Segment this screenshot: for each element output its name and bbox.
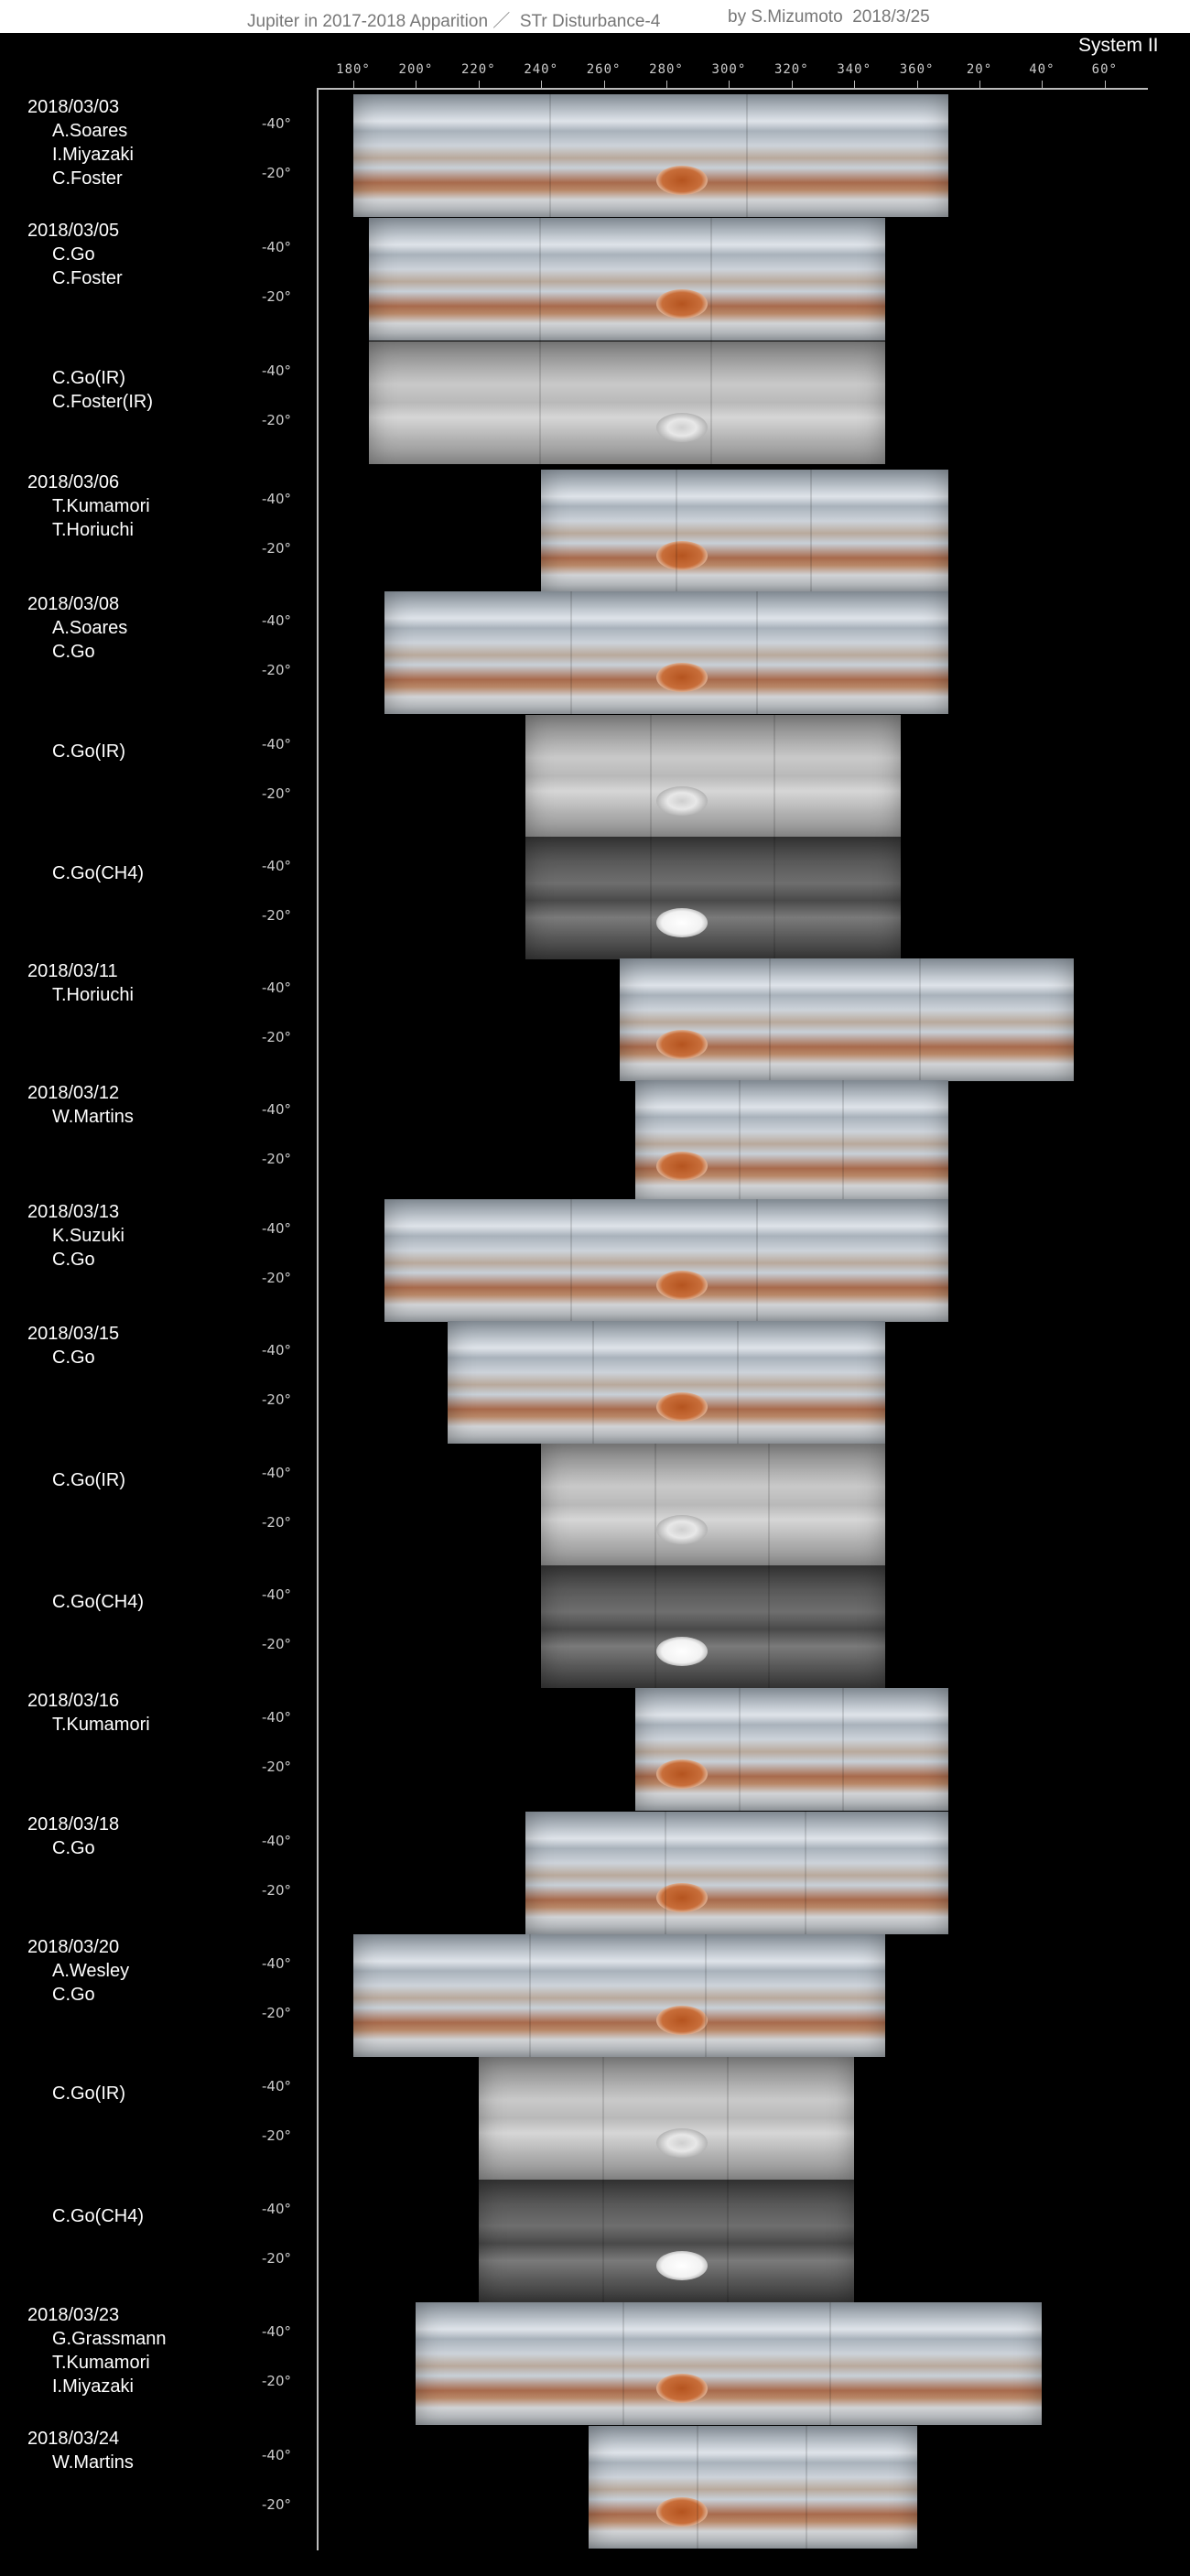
jupiter-color-image [384, 1199, 948, 1322]
great-red-spot [656, 413, 708, 442]
great-red-spot [656, 908, 708, 937]
mosaic-seam [570, 591, 572, 714]
longitude-tick [917, 81, 918, 88]
latitude-label: -40° [262, 491, 291, 507]
mosaic-seam [829, 2302, 831, 2425]
observer-name: C.Go [52, 1250, 95, 1270]
longitude-tick-label: 200° [398, 62, 434, 77]
latitude-label: -40° [262, 115, 291, 132]
observer-name: A.Wesley [52, 1961, 130, 1981]
observation-entry [0, 837, 1190, 959]
latitude-label: -40° [262, 1709, 291, 1726]
author-credit: by S.Mizumoto 2018/3/25 [728, 7, 930, 27]
mosaic-seam [710, 341, 712, 464]
observer-name: C.Go(IR) [52, 368, 125, 388]
longitude-axis-line [317, 88, 1148, 90]
observer-name: C.Go [52, 642, 95, 662]
great-red-spot [656, 1759, 708, 1789]
latitude-label: -20° [262, 1029, 291, 1045]
longitude-tick [792, 81, 793, 88]
mosaic-seam [549, 94, 551, 217]
mosaic-seam [592, 1321, 594, 1444]
longitude-tick-label: 20° [966, 62, 993, 77]
observation-entry [0, 1080, 1190, 1203]
observation-entry [0, 1688, 1190, 1811]
latitude-label: -20° [262, 1270, 291, 1286]
page-title: Jupiter in 2017-2018 Apparition ／ STr Disturbance-4 [247, 12, 661, 31]
observation-entry [0, 2180, 1190, 2302]
observation-entry [0, 715, 1190, 838]
longitude-tick [541, 81, 542, 88]
great-red-spot [656, 289, 708, 319]
observation-date: 2018/03/23 [27, 2305, 120, 2325]
observer-name: T.Horiuchi [52, 985, 134, 1005]
observation-entry [0, 1812, 1190, 1934]
observer-name: I.Miyazaki [52, 145, 134, 165]
observation-date: 2018/03/15 [27, 1324, 120, 1344]
mosaic-seam [727, 2180, 729, 2302]
longitude-tick-label: 220° [460, 62, 496, 77]
observer-name: C.Go(IR) [52, 1470, 125, 1490]
mosaic-seam [774, 715, 775, 838]
latitude-label: -40° [262, 363, 291, 379]
observer-name: C.Go(CH4) [52, 1592, 145, 1612]
mosaic-seam [768, 1444, 770, 1566]
mosaic-seam [805, 1812, 806, 1934]
longitude-tick-label: 180° [336, 62, 371, 77]
latitude-label: -40° [262, 1101, 291, 1118]
latitude-label: -20° [262, 907, 291, 924]
mosaic-seam [774, 837, 775, 959]
latitude-label: -20° [262, 1636, 291, 1652]
great-red-spot [656, 1152, 708, 1181]
observer-name: G.Grassmann [52, 2329, 167, 2349]
mosaic-seam [654, 1565, 656, 1688]
longitude-tick-label: 340° [837, 62, 872, 77]
observer-name: C.Go(CH4) [52, 863, 145, 883]
latitude-label: -20° [262, 1391, 291, 1408]
great-red-spot [656, 166, 708, 195]
mosaic-seam [756, 1199, 758, 1322]
observer-name: C.Go(IR) [52, 741, 125, 762]
observer-name: T.Kumamori [52, 496, 150, 516]
mosaic-seam [919, 958, 921, 1081]
mosaic-seam [602, 2057, 604, 2180]
mosaic-seam [810, 470, 812, 592]
latitude-label: -40° [262, 1955, 291, 1972]
observation-date: 2018/03/24 [27, 2429, 120, 2449]
longitude-tick-label: 280° [649, 62, 684, 77]
observer-name: W.Martins [52, 2452, 134, 2473]
longitude-tick [979, 81, 980, 88]
latitude-label: -20° [262, 2373, 291, 2389]
longitude-tick [854, 81, 855, 88]
mosaic-seam [622, 2302, 624, 2425]
observer-name: C.Go [52, 1985, 95, 2005]
jupiter-color-image [635, 1080, 948, 1203]
latitude-label: -40° [262, 980, 291, 996]
longitude-tick-label: 240° [524, 62, 559, 77]
latitude-label: -40° [262, 1586, 291, 1603]
observation-entry [0, 94, 1190, 217]
great-red-spot [656, 2128, 708, 2158]
jupiter-color-image [384, 591, 948, 714]
observer-name: A.Soares [52, 618, 128, 638]
latitude-label: -40° [262, 2078, 291, 2094]
jupiter-ch4-image [525, 837, 901, 959]
observer-name: C.Foster [52, 268, 123, 288]
great-red-spot [656, 1271, 708, 1300]
mosaic-seam [842, 1688, 844, 1811]
longitude-tick-label: 360° [899, 62, 935, 77]
observation-date: 2018/03/11 [27, 961, 118, 981]
mosaic-seam [697, 2426, 698, 2549]
observer-name: C.Go [52, 1348, 95, 1368]
mosaic-seam [739, 1688, 741, 1811]
observer-name: K.Suzuki [52, 1226, 124, 1246]
jupiter-ir-image [541, 1444, 885, 1566]
jupiter-color-image [353, 94, 948, 217]
great-red-spot [656, 541, 708, 570]
mosaic-seam [710, 218, 712, 341]
longitude-tick-label: 60° [1091, 62, 1118, 77]
great-red-spot [656, 1637, 708, 1666]
mosaic-seam [756, 591, 758, 714]
mosaic-seam [676, 470, 677, 592]
latitude-label: -20° [262, 165, 291, 181]
observer-name: C.Foster [52, 168, 123, 189]
great-red-spot [656, 1030, 708, 1059]
mosaic-seam [654, 1444, 656, 1566]
latitude-label: -20° [262, 1759, 291, 1775]
observation-entry [0, 341, 1190, 464]
observer-name: W.Martins [52, 1107, 134, 1127]
latitude-label: -20° [262, 2496, 291, 2513]
longitude-tick-label: 40° [1029, 62, 1055, 77]
latitude-label: -20° [262, 540, 291, 557]
jupiter-ir-image [369, 341, 885, 464]
observer-name: C.Go(CH4) [52, 2206, 145, 2226]
mosaic-seam [768, 1565, 770, 1688]
jupiter-color-image [541, 470, 948, 592]
latitude-label: -20° [262, 1882, 291, 1899]
observation-entry [0, 470, 1190, 592]
jupiter-ir-image [525, 715, 901, 838]
latitude-label: -20° [262, 2127, 291, 2144]
mosaic-seam [539, 341, 541, 464]
longitude-tick [666, 81, 667, 88]
observation-date: 2018/03/08 [27, 594, 120, 614]
observation-date: 2018/03/18 [27, 1814, 120, 1835]
latitude-label: -40° [262, 239, 291, 255]
observation-entry [0, 2302, 1190, 2425]
longitude-tick [729, 81, 730, 88]
jupiter-ir-image [479, 2057, 854, 2180]
latitude-label: -40° [262, 2201, 291, 2217]
mosaic-seam [650, 715, 652, 838]
great-red-spot [656, 2497, 708, 2527]
latitude-label: -40° [262, 858, 291, 874]
observation-entry [0, 958, 1190, 1081]
mosaic-seam [769, 958, 771, 1081]
observer-name: C.Go(IR) [52, 2084, 125, 2104]
observation-entry [0, 591, 1190, 714]
observation-entry [0, 1199, 1190, 1322]
jupiter-color-image [369, 218, 885, 341]
header-bar [0, 0, 1190, 33]
observation-date: 2018/03/06 [27, 472, 120, 492]
latitude-label: -40° [262, 612, 291, 629]
mosaic-seam [650, 837, 652, 959]
latitude-label: -20° [262, 662, 291, 678]
observation-date: 2018/03/20 [27, 1937, 120, 1957]
observation-entry [0, 1321, 1190, 1444]
observer-name: T.Kumamori [52, 1715, 150, 1735]
longitude-tick-label: 320° [774, 62, 809, 77]
observer-name: A.Soares [52, 121, 128, 141]
latitude-label: -40° [262, 1465, 291, 1481]
mosaic-seam [737, 1321, 739, 1444]
latitude-label: -20° [262, 2005, 291, 2021]
latitude-label: -40° [262, 1833, 291, 1849]
mosaic-seam [842, 1080, 844, 1203]
latitude-label: -40° [262, 2447, 291, 2463]
mosaic-seam [602, 2180, 604, 2302]
observation-entry [0, 1444, 1190, 1566]
latitude-label: -20° [262, 2250, 291, 2267]
great-red-spot [656, 2374, 708, 2403]
observer-name: C.Foster(IR) [52, 392, 153, 412]
jupiter-color-image [589, 2426, 917, 2549]
observation-date: 2018/03/13 [27, 1202, 120, 1222]
longitude-tick [1042, 81, 1043, 88]
observation-entry [0, 2057, 1190, 2180]
mosaic-seam [806, 2426, 807, 2549]
mosaic-seam [746, 94, 748, 217]
latitude-label: -40° [262, 736, 291, 752]
mosaic-seam [665, 1812, 666, 1934]
latitude-label: -20° [262, 785, 291, 802]
latitude-label: -40° [262, 1220, 291, 1237]
latitude-label: -20° [262, 1151, 291, 1167]
observer-name: C.Go [52, 244, 95, 265]
latitude-label: -20° [262, 412, 291, 428]
mosaic-seam [705, 1934, 707, 2057]
longitude-tick [1105, 81, 1106, 88]
latitude-label: -40° [262, 2323, 291, 2340]
jupiter-color-image [635, 1688, 948, 1811]
great-red-spot [656, 1392, 708, 1422]
observer-name: T.Horiuchi [52, 520, 134, 540]
great-red-spot [656, 1515, 708, 1544]
longitude-tick-label: 300° [711, 62, 747, 77]
jupiter-ch4-image [541, 1565, 885, 1688]
jupiter-color-image [448, 1321, 886, 1444]
jupiter-color-image [416, 2302, 1042, 2425]
observation-entry [0, 218, 1190, 341]
observer-name: I.Miyazaki [52, 2376, 134, 2397]
mosaic-seam [727, 2057, 729, 2180]
great-red-spot [656, 2251, 708, 2280]
mosaic-seam [539, 218, 541, 341]
longitude-tick-label: 260° [586, 62, 622, 77]
observation-date: 2018/03/03 [27, 97, 120, 117]
great-red-spot [656, 786, 708, 816]
great-red-spot [656, 663, 708, 692]
observation-entry [0, 1565, 1190, 1688]
observer-name: T.Kumamori [52, 2353, 150, 2373]
longitude-tick [479, 81, 480, 88]
observation-date: 2018/03/05 [27, 221, 120, 241]
latitude-label: -40° [262, 1342, 291, 1358]
great-red-spot [656, 2006, 708, 2035]
mosaic-seam [739, 1080, 741, 1203]
mosaic-seam [570, 1199, 572, 1322]
observation-entry [0, 2426, 1190, 2549]
observation-date: 2018/03/16 [27, 1691, 120, 1711]
observation-entry [0, 1934, 1190, 2057]
latitude-label: -20° [262, 1514, 291, 1531]
observer-name: C.Go [52, 1838, 95, 1858]
system-label: System II [1078, 35, 1159, 56]
latitude-label: -20° [262, 288, 291, 305]
mosaic-seam [529, 1934, 531, 2057]
jupiter-color-image [353, 1934, 885, 2057]
jupiter-color-image [620, 958, 1074, 1081]
jupiter-ch4-image [479, 2180, 854, 2302]
longitude-tick [353, 81, 354, 88]
jupiter-color-image [525, 1812, 948, 1934]
longitude-tick [604, 81, 605, 88]
observation-date: 2018/03/12 [27, 1083, 120, 1103]
